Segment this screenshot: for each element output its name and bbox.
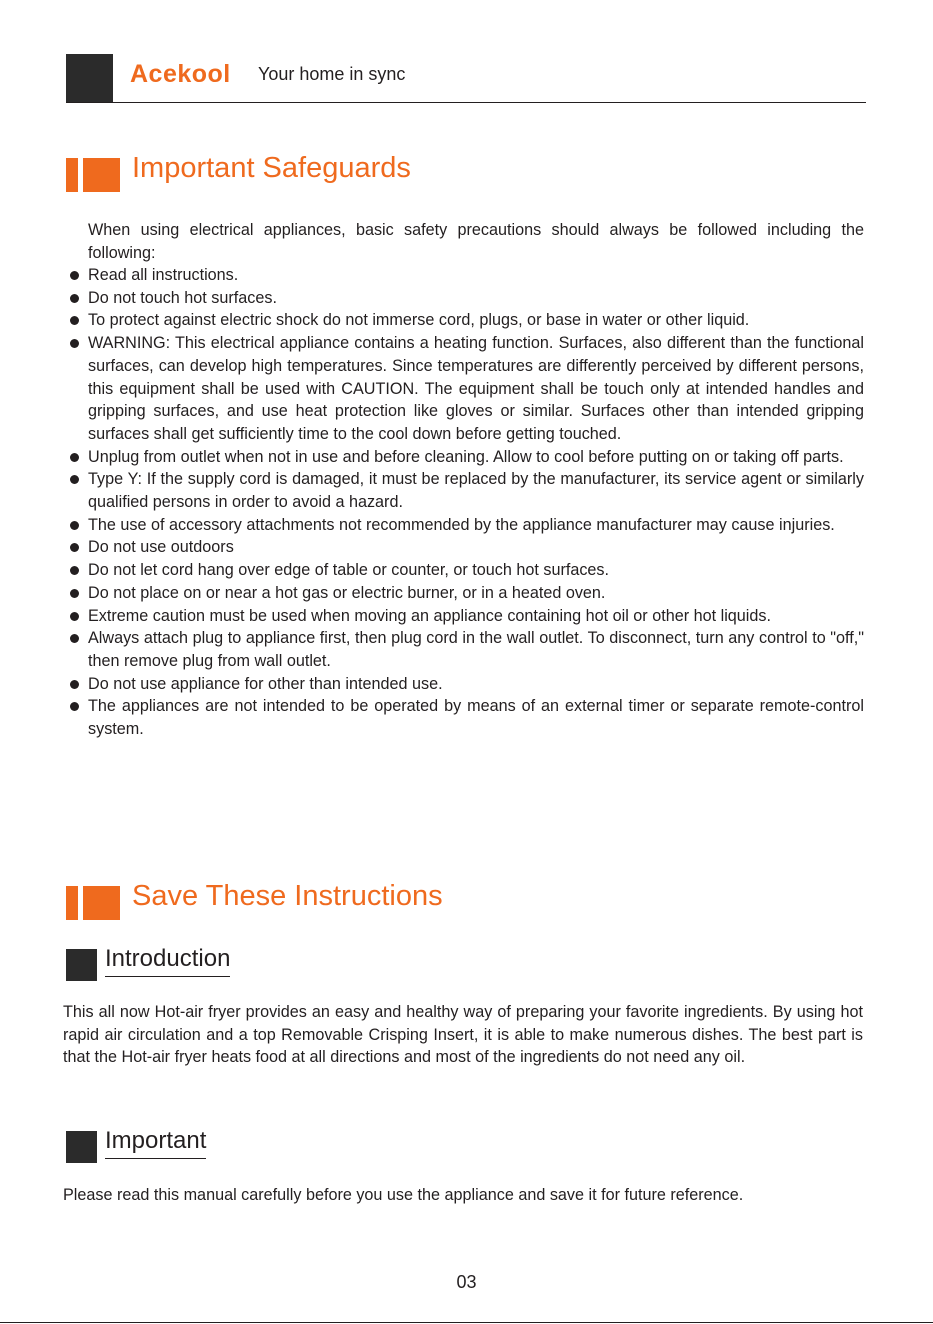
list-item [66,264,864,287]
list-item-text: The use of accessory attachments not recommended by the appliance manufacturer may cause injuries. [88,515,835,534]
important-body: Please read this manual carefully before you use the appliance and save it for future reference. [63,1186,744,1204]
heading-bar-thick [83,158,120,192]
bullet-icon [70,316,79,325]
list-item [66,695,864,740]
list-item-text: Do not use outdoors [88,538,234,557]
list-item-text: Do not place on or near a hot gas or electric burner, or in a heated oven. [88,583,606,602]
list-item-text: The appliances are not intended to be operated by means of an external timer or separate remote-control system. [88,697,864,739]
list-item [66,309,864,332]
list-item-text: Do not use appliance for other than intended use. [88,674,443,693]
list-item-text: Always attach plug to appliance first, then plug cord in the wall outlet. To disconnect, turn any control to "off," then remove plug from wall outlet. [88,629,864,670]
safeguards-intro: When using electrical appliances, basic safety precautions should always be followed including the following: [88,221,864,262]
list-item [66,582,864,605]
list-item-text: To protect against electric shock do not immerse cord, plugs, or base in water or other liquid. [88,311,750,330]
list-item [66,627,864,672]
heading-bar-thin [66,886,78,920]
list-item [66,287,864,310]
safeguards-list [66,264,864,741]
section-title: Save These Instructions [132,880,443,912]
section-title: Important Safeguards [132,152,411,184]
bullet-icon [70,339,79,348]
bullet-icon [70,521,79,530]
list-item-text: Unplug from outlet when not in use and before cleaning. Allow to cool before putting on or taking off parts. [88,447,844,466]
list-item-text: Do not let cord hang over edge of table or counter, or touch hot surfaces. [88,561,610,580]
bullet-icon [70,453,79,462]
bullet-icon [70,612,79,621]
bullet-icon [70,475,79,484]
bullet-icon [70,680,79,689]
bullet-icon [70,634,79,643]
brand-tagline: Your home in sync [258,64,406,84]
subheading-title: Introduction [105,945,230,977]
heading-bar-thin [66,158,78,192]
page-header [66,54,866,103]
subheading-block [66,949,97,981]
subheading-block [66,1131,97,1163]
page-number: 03 [456,1272,477,1292]
list-item [66,332,864,446]
bullet-icon [70,702,79,711]
heading-bar-thick [83,886,120,920]
list-item-text: Type Y: If the supply cord is damaged, it must be replaced by the manufacturer, its service agent or similarly qualified persons in order to avoid a hazard. [88,470,864,512]
brand-logo: Acekool [130,60,231,88]
list-item [66,536,864,559]
bullet-icon [70,271,79,280]
header-block [66,54,113,102]
bottom-rule [0,1322,933,1323]
list-item [66,446,864,469]
list-item [66,605,864,628]
list-item-text: Read all instructions. [88,266,239,284]
list-item [66,468,864,513]
bullet-icon [70,589,79,598]
introduction-body: This all now Hot-air fryer provides an easy and healthy way of preparing your favorite ingredients. By using hot rapid air circulation and a top Removable Crisping Insert, it is able to make numerous dishes. The best part is that the Hot-air fryer heats food at all directions and most of the ingredients do not need any oil. [63,1003,863,1067]
list-item [66,514,864,537]
list-item-text: Do not touch hot surfaces. [88,288,277,307]
list-item-text: Extreme caution must be used when moving an appliance containing hot oil or other hot liquids. [88,606,771,625]
bullet-icon [70,566,79,575]
bullet-icon [70,294,79,303]
subheading-title: Important [105,1127,206,1159]
list-item [66,673,864,696]
bullet-icon [70,543,79,552]
list-item-text: WARNING: This electrical appliance contains a heating function. Surfaces, also different than the functional surfaces, can develop high temperatures. Since temperatures are differently perceived by different persons, this equipment shall be used with CAUTION. The equipment shall be touch only at intended handles and gripping surfaces, and use heat protection like gloves or similar. Surfaces other than intended gripping surfaces shall get sufficiently time to the cool down before getting touched. [88,334,864,443]
list-item [66,559,864,582]
